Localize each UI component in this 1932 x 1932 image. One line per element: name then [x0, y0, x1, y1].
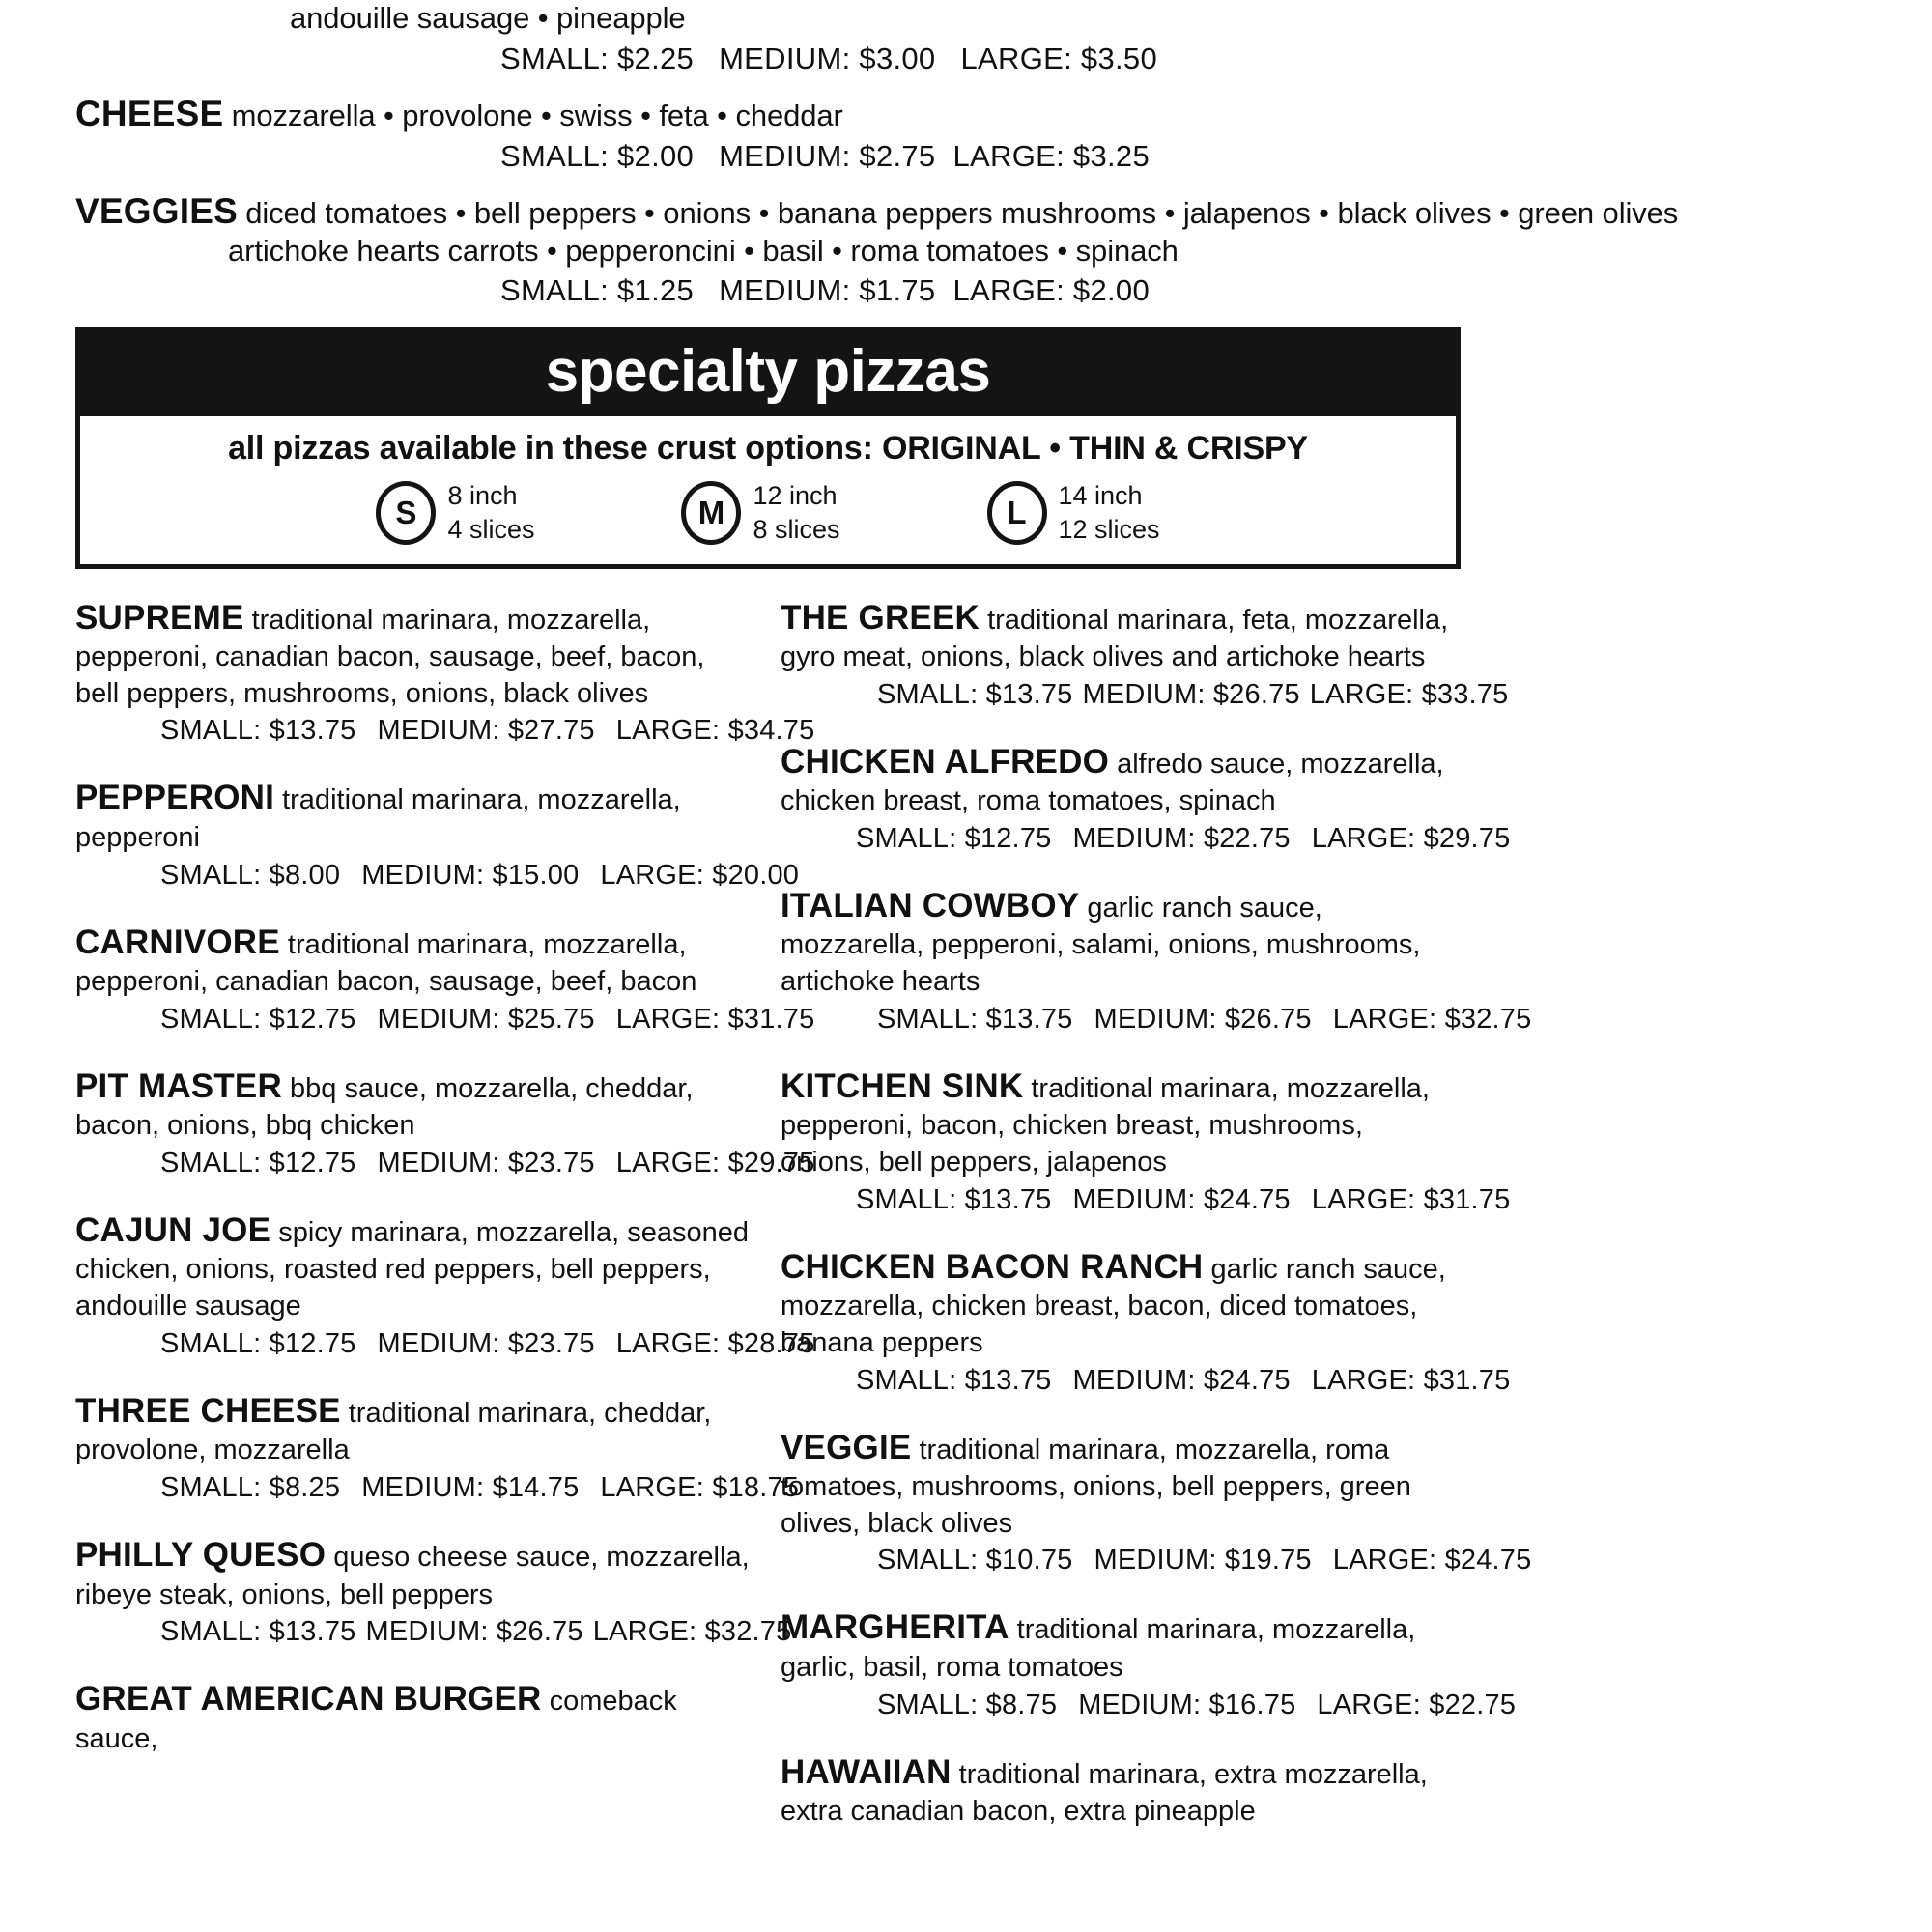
pizza-description: traditional marinara, mozzarella, roma tomatoes, mushrooms, onions, bell peppers, green olives, black olives	[781, 1434, 1411, 1539]
pizza-name: SUPREME	[75, 598, 244, 637]
pizza-item	[781, 1245, 1511, 1397]
price-large: LARGE: $24.75	[1332, 1545, 1532, 1577]
pizza-prices	[781, 1003, 1532, 1036]
price-large: LARGE: $29.75	[1311, 822, 1511, 854]
pizza-name: HAWAIIAN	[781, 1752, 952, 1791]
pizza-prices	[75, 1003, 815, 1036]
size-slices: 8 slices	[753, 514, 840, 544]
pizza-description: traditional marinara, mozzarella, pepperoni, bacon, chicken breast, mushrooms, onions, bell peppers, jalapenos	[781, 1072, 1430, 1178]
topping-group-name: CHEESE	[75, 93, 224, 133]
pizza-prices	[781, 1545, 1532, 1577]
price-medium: MEDIUM: $24.75	[1072, 1364, 1291, 1396]
pizza-name: CHICKEN ALFREDO	[781, 742, 1110, 781]
pizza-name: CHICKEN BACON RANCH	[781, 1247, 1204, 1286]
pizza-description: traditional marinara, mozzarella, garlic, basil, roma tomatoes	[781, 1614, 1416, 1683]
pizza-description: garlic ranch sauce, mozzarella, chicken breast, bacon, diced tomatoes, banana peppers	[781, 1253, 1446, 1358]
pizza-name: THREE CHEESE	[75, 1391, 341, 1430]
pizza-description: comeback sauce,	[75, 1686, 677, 1754]
pizza-item	[781, 1605, 1517, 1720]
pizza-prices	[75, 715, 815, 747]
price-medium: MEDIUM: $2.75	[719, 138, 936, 173]
price-medium: MEDIUM: $23.75	[377, 1147, 595, 1179]
pizza-item	[75, 596, 815, 748]
price-small: SMALL: $13.75	[877, 1003, 1073, 1035]
price-small: SMALL: $13.75	[160, 1616, 356, 1648]
pizza-item	[75, 921, 815, 1036]
price-small: SMALL: $13.75	[856, 1364, 1052, 1396]
pizza-name: ITALIAN COWBOY	[781, 886, 1080, 924]
price-large: LARGE: $33.75	[1309, 678, 1509, 710]
pizza-name: PHILLY QUESO	[75, 1536, 327, 1575]
size-slices: 12 slices	[1058, 514, 1160, 544]
size-inches: 12 inch	[753, 481, 838, 511]
topping-group-prices	[75, 273, 1857, 308]
topping-orphan-row	[75, 0, 1857, 76]
pizza-description: bbq sauce, mozzarella, cheddar, bacon, onions, bbq chicken	[75, 1072, 694, 1142]
pizza-prices	[75, 859, 800, 892]
topping-group-name: VEGGIES	[75, 190, 238, 231]
pizza-description: traditional marinara, mozzarella, pepperoni, canadian bacon, sausage, beef, bacon, bell peppers, mushrooms, onions, black olives	[75, 604, 705, 709]
price-medium: MEDIUM: $26.75	[1082, 678, 1300, 710]
pizza-prices	[75, 1472, 800, 1504]
pizza-description: alfredo sauce, mozzarella, chicken breast, roma tomatoes, spinach	[781, 748, 1444, 817]
pizza-prices	[75, 1616, 792, 1648]
pizza-description: traditional marinara, mozzarella, pepperoni, canadian bacon, sausage, beef, bacon	[75, 928, 697, 998]
price-medium: MEDIUM: $27.75	[377, 715, 595, 747]
pizza-column-right	[781, 596, 1532, 1860]
pizza-name: PIT MASTER	[75, 1066, 282, 1105]
price-small: SMALL: $12.75	[160, 1147, 356, 1179]
pizza-name: THE GREEK	[781, 598, 980, 637]
price-small: SMALL: $12.75	[856, 822, 1052, 854]
price-large: LARGE: $28.75	[615, 1327, 815, 1359]
price-medium: MEDIUM: $25.75	[377, 1003, 595, 1035]
size-legend	[80, 479, 1456, 546]
pizza-item	[781, 740, 1511, 855]
pizza-description: traditional marinara, feta, mozzarella, gyro meat, onions, black olives and artichoke hearts	[781, 604, 1449, 673]
pizza-name: VEGGIE	[781, 1428, 912, 1466]
price-large: LARGE: $2.00	[952, 273, 1150, 308]
pizza-item	[781, 1750, 1461, 1831]
pizza-item	[781, 884, 1532, 1036]
price-medium: MEDIUM: $15.00	[361, 859, 580, 891]
price-small: SMALL: $13.75	[877, 678, 1073, 710]
price-small: SMALL: $1.25	[500, 273, 695, 308]
specialty-pizza-listings	[75, 596, 1532, 1860]
size-inches: 8 inch	[447, 481, 518, 511]
size-badge-s-icon: S	[376, 481, 436, 545]
price-large: LARGE: $32.75	[1332, 1003, 1532, 1035]
pizza-prices	[781, 1183, 1511, 1216]
price-large: LARGE: $22.75	[1317, 1689, 1517, 1720]
price-large: LARGE: $3.50	[960, 41, 1157, 75]
price-medium: MEDIUM: $26.75	[1094, 1003, 1312, 1035]
topping-orphan-items: andouille sausage • pineapple	[290, 1, 686, 35]
specialty-banner	[75, 327, 1461, 416]
size-inches: 14 inch	[1058, 481, 1143, 511]
size-legend-large	[987, 479, 1160, 546]
price-large: LARGE: $3.25	[952, 138, 1150, 173]
price-medium: MEDIUM: $3.00	[719, 41, 936, 75]
pizza-item	[75, 1533, 792, 1648]
price-large: LARGE: $18.75	[600, 1472, 800, 1504]
price-large: LARGE: $31.75	[1311, 1183, 1511, 1215]
pizza-name: KITCHEN SINK	[781, 1066, 1024, 1105]
pizza-name: CARNIVORE	[75, 923, 280, 961]
price-small: SMALL: $12.75	[160, 1003, 356, 1035]
price-medium: MEDIUM: $16.75	[1078, 1689, 1296, 1720]
pizza-prices	[781, 1689, 1517, 1721]
crust-options-text: all pizzas available in these crust options: ORIGINAL • THIN & CRISPY	[228, 430, 1308, 468]
pizza-description: traditional marinara, mozzarella, pepperoni	[75, 784, 681, 853]
price-large: LARGE: $29.75	[615, 1147, 815, 1179]
pizza-description: traditional marinara, extra mozzarella, extra canadian bacon, extra pineapple	[781, 1758, 1428, 1828]
pizza-name: GREAT AMERICAN BURGER	[75, 1680, 542, 1719]
crust-options-panel	[75, 416, 1461, 568]
pizza-item	[75, 1065, 815, 1179]
price-medium: MEDIUM: $24.75	[1072, 1183, 1291, 1215]
pizza-item	[75, 1389, 800, 1504]
price-large: LARGE: $34.75	[615, 715, 815, 747]
price-small: SMALL: $8.75	[877, 1689, 1058, 1720]
price-small: SMALL: $12.75	[160, 1327, 356, 1359]
size-badge-l-icon: L	[987, 481, 1047, 545]
price-small: SMALL: $13.75	[160, 715, 356, 747]
price-small: SMALL: $8.00	[160, 859, 341, 891]
price-medium: MEDIUM: $14.75	[361, 1472, 580, 1504]
topping-orphan-prices	[75, 42, 1857, 76]
pizza-prices	[781, 822, 1511, 855]
price-small: SMALL: $10.75	[877, 1545, 1073, 1577]
topping-group-veggies	[75, 189, 1857, 309]
price-large: LARGE: $32.75	[592, 1616, 792, 1648]
price-large: LARGE: $31.75	[615, 1003, 815, 1035]
price-small: SMALL: $13.75	[856, 1183, 1052, 1215]
specialty-banner-title: specialty pizzas	[545, 338, 991, 406]
price-small: SMALL: $2.00	[500, 138, 695, 173]
topping-group-cheese	[75, 92, 1857, 174]
pizza-item	[781, 1065, 1511, 1216]
specialty-pizzas-header	[75, 327, 1461, 568]
pizza-prices	[75, 1327, 815, 1360]
pizza-item	[75, 1208, 815, 1360]
pizza-description: garlic ranch sauce, mozzarella, pepperoni, salami, onions, mushrooms, artichoke hearts	[781, 892, 1421, 998]
pizza-prices	[781, 678, 1509, 711]
pizza-name: CAJUN JOE	[75, 1210, 271, 1249]
size-slices: 4 slices	[447, 514, 535, 544]
price-medium: MEDIUM: $23.75	[377, 1327, 595, 1359]
pizza-prices	[781, 1364, 1511, 1397]
size-badge-m-icon: M	[681, 481, 741, 545]
pizza-prices	[75, 1147, 815, 1179]
price-medium: MEDIUM: $19.75	[1094, 1545, 1312, 1577]
pizza-description: traditional marinara, cheddar, provolone, mozzarella	[75, 1397, 712, 1466]
price-medium: MEDIUM: $1.75	[719, 273, 936, 308]
pizza-item	[781, 596, 1509, 711]
price-large: LARGE: $31.75	[1311, 1364, 1511, 1396]
topping-group-items: mozzarella • provolone • swiss • feta • cheddar	[231, 98, 843, 132]
pizza-name: PEPPERONI	[75, 779, 275, 817]
pizza-name: MARGHERITA	[781, 1608, 1009, 1647]
price-medium: MEDIUM: $22.75	[1072, 822, 1291, 854]
size-legend-small	[376, 479, 534, 546]
topping-group-items: diced tomatoes • bell peppers • onions • banana peppers mushrooms • jalapenos • black olives • green olives	[245, 195, 1679, 230]
toppings-section	[0, 0, 1932, 308]
price-medium: MEDIUM: $26.75	[365, 1616, 583, 1648]
price-large: LARGE: $20.00	[600, 859, 800, 891]
topping-group-prices	[75, 139, 1857, 174]
pizza-item	[75, 776, 800, 891]
pizza-item	[75, 1677, 755, 1757]
price-small: SMALL: $2.25	[500, 41, 695, 75]
pizza-description: spicy marinara, mozzarella, seasoned chicken, onions, roasted red peppers, bell peppers, andouille sausage	[75, 1216, 749, 1322]
size-legend-medium	[681, 479, 839, 546]
pizza-item	[781, 1426, 1532, 1577]
pizza-column-left	[75, 596, 815, 1860]
price-small: SMALL: $8.25	[160, 1472, 341, 1504]
pizza-description: queso cheese sauce, mozzarella, ribeye steak, onions, bell peppers	[75, 1542, 750, 1610]
topping-group-items-line2: artichoke hearts carrots • pepperoncini • basil • roma tomatoes • spinach	[228, 233, 1179, 268]
